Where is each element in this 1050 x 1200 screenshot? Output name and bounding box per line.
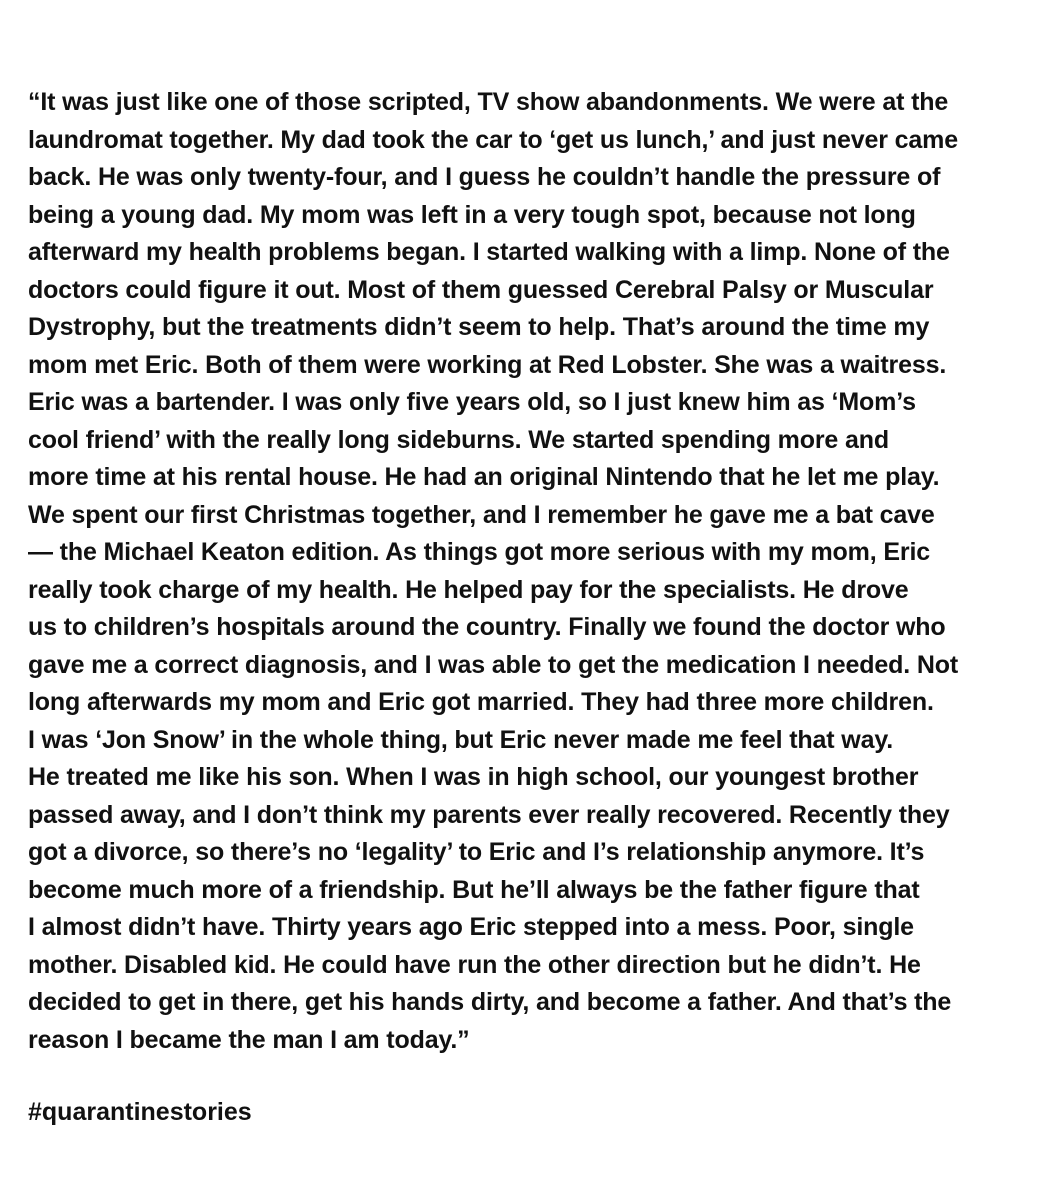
story-line: being a young dad. My mom was left in a very tough spot, because not long [28,200,916,229]
story-line: mother. Disabled kid. He could have run the other direction but he didn’t. He [28,950,921,979]
story-text [28,84,1028,1059]
story-line: really took charge of my health. He helped pay for the specialists. He drove [28,575,909,604]
story-line: got a divorce, so there’s no ‘legality’ to Eric and I’s relationship anymore. It’s [28,838,925,866]
hashtag: #quarantinestories [28,1098,252,1126]
story-line: doctors could figure it out. Most of them guessed Cerebral Palsy or Muscular [28,275,934,304]
story-line: cool friend’ with the really long sideburns. We started spending more and [28,425,889,454]
story-line: “It was just like one of those scripted, TV show abandonments. We were at the [28,88,949,116]
story-line: afterward my health problems began. I started walking with a limp. None of the [28,238,950,266]
story-line: I almost didn’t have. Thirty years ago Eric stepped into a mess. Poor, single [28,913,914,941]
story-line: gave me a correct diagnosis, and I was able to get the medication I needed. Not [28,650,959,679]
story-line: mom met Eric. Both of them were working at Red Lobster. She was a waitress. [28,350,947,379]
story-line: reason I became the man I am today.” [28,1025,470,1054]
story-line: He treated me like his son. When I was in high school, our youngest brother [28,763,919,791]
story-line: become much more of a friendship. But he’ll always be the father figure that [28,875,920,904]
story-line: decided to get in there, get his hands dirty, and become a father. And that’s the [28,988,952,1016]
story-line: — the Michael Keaton edition. As things got more serious with my mom, Eric [28,538,930,566]
story-line: long afterwards my mom and Eric got married. They had three more children. [28,688,934,716]
story-line: laundromat together. My dad took the car to ‘get us lunch,’ and just never came [28,125,958,154]
story-line: passed away, and I don’t think my parents ever really recovered. Recently they [28,800,950,829]
story-line: We spent our first Christmas together, and I remember he gave me a bat cave [28,500,935,529]
story-line: us to children’s hospitals around the country. Finally we found the doctor who [28,613,946,641]
story-line: Dystrophy, but the treatments didn’t seem to help. That’s around the time my [28,313,930,341]
story-line: back. He was only twenty-four, and I guess he couldn’t handle the pressure of [28,163,941,191]
story-line: I was ‘Jon Snow’ in the whole thing, but Eric never made me feel that way. [28,725,894,754]
story-line: more time at his rental house. He had an original Nintendo that he let me play. [28,463,940,491]
story-line: Eric was a bartender. I was only five years old, so I just knew him as ‘Mom’s [28,388,916,416]
